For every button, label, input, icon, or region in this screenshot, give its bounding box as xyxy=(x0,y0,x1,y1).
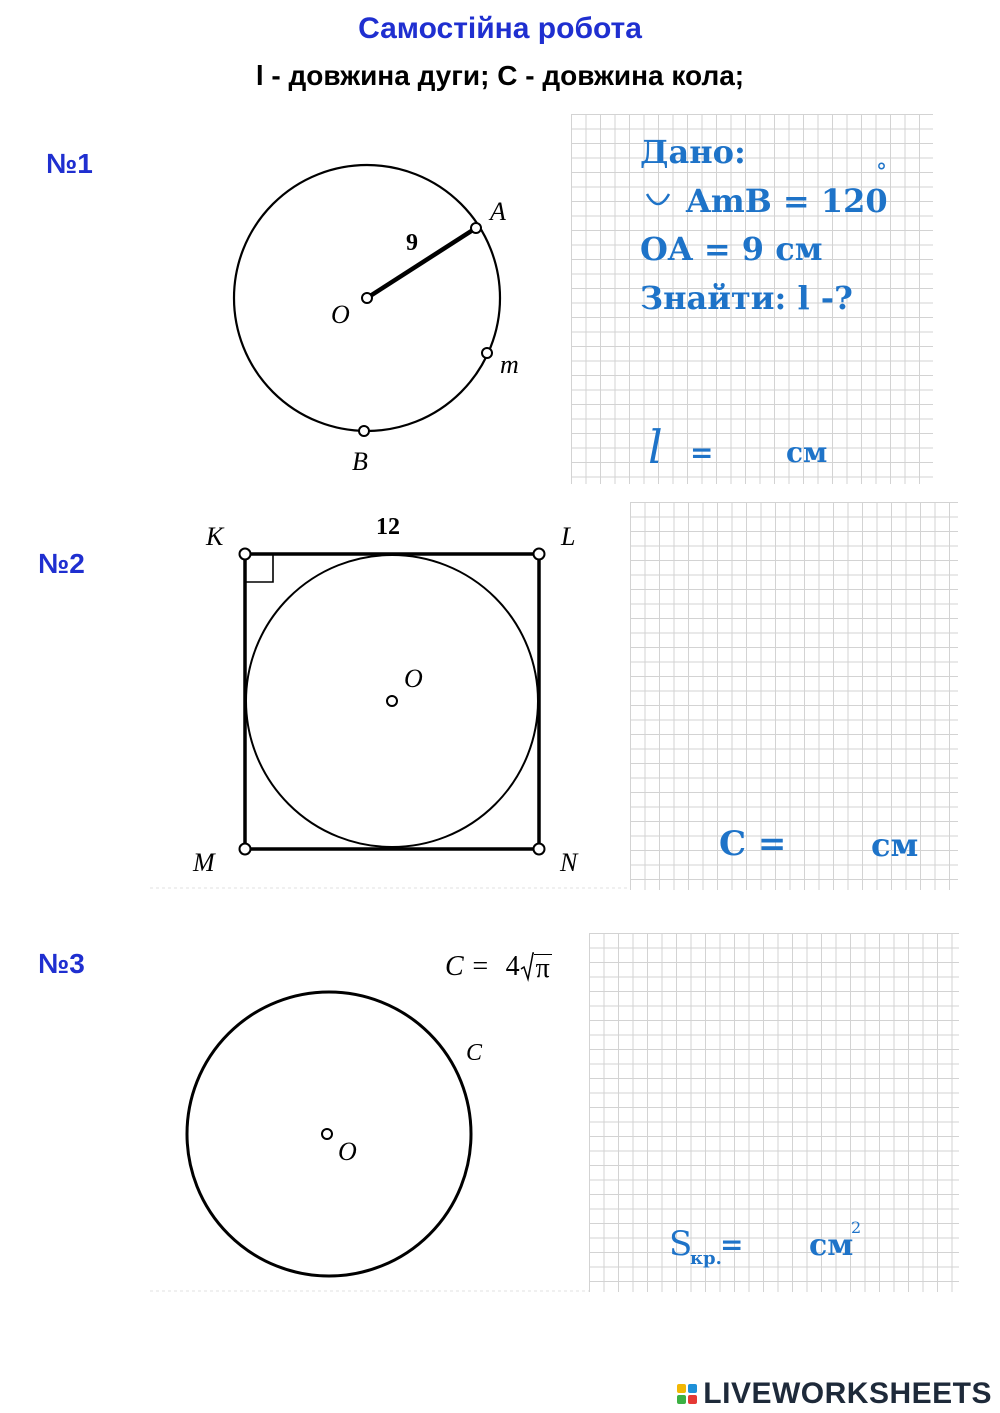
task1-given-arc: AmB = 120 xyxy=(686,182,888,220)
task3-formula-lhs: C = xyxy=(445,951,490,982)
task3-label-o: O xyxy=(338,1137,357,1166)
task3-answer-input[interactable] xyxy=(745,1228,803,1264)
task3-formula-rad: π xyxy=(535,953,550,984)
liveworksheets-logo xyxy=(677,1377,992,1411)
task2-label-o: O xyxy=(404,664,423,693)
task1-radius-label: 9 xyxy=(406,230,418,256)
task1-label-b: B xyxy=(352,447,368,476)
liveworksheets-icon xyxy=(677,1384,697,1404)
task1-degree-mark: ° xyxy=(876,160,887,185)
task3-answer-unit: см xyxy=(809,1228,854,1263)
task1-number: №1 xyxy=(46,148,93,179)
task3-point-o xyxy=(322,1129,332,1139)
task3-answer-var: S xyxy=(669,1224,693,1264)
task2-side-label: 12 xyxy=(376,514,400,540)
task3-number: №3 xyxy=(38,948,85,979)
worksheet-subtitle: l - довжина дуги; С - довжина кола; xyxy=(255,60,745,91)
task3-formula-coef: 4 xyxy=(505,951,520,982)
task1-given-find: Знайти: l -? xyxy=(640,279,853,317)
task1-label-o: O xyxy=(331,300,350,329)
task1-given-heading: Дано: xyxy=(640,133,746,171)
task2-label-m: M xyxy=(193,848,215,877)
task2-number: №2 xyxy=(38,548,85,579)
task2-label-k: K xyxy=(206,522,224,551)
task1-given-oa: OA = 9 см xyxy=(640,230,823,268)
task1-label-m: m xyxy=(500,350,519,379)
task2-label-l: L xyxy=(561,522,576,551)
task1-answer-unit: см xyxy=(786,436,828,469)
task3-answer-eq: = xyxy=(720,1228,744,1261)
liveworksheets-brand: LIVEWORKSHEETS xyxy=(703,1377,992,1410)
task1-answer-eq: = xyxy=(690,436,714,469)
worksheet-title: Самостійна робота xyxy=(358,12,642,45)
task3-answer-sub: кр. xyxy=(690,1248,722,1269)
task2-answer-unit: см xyxy=(871,826,919,864)
task1-answer-var: l xyxy=(648,420,663,474)
task3-answer-sup: 2 xyxy=(851,1218,862,1237)
task1-label-a: A xyxy=(490,197,506,226)
task3-label-c: C xyxy=(466,1040,483,1066)
task2-answer-var: C = xyxy=(719,824,787,864)
task2-label-n: N xyxy=(560,848,578,877)
